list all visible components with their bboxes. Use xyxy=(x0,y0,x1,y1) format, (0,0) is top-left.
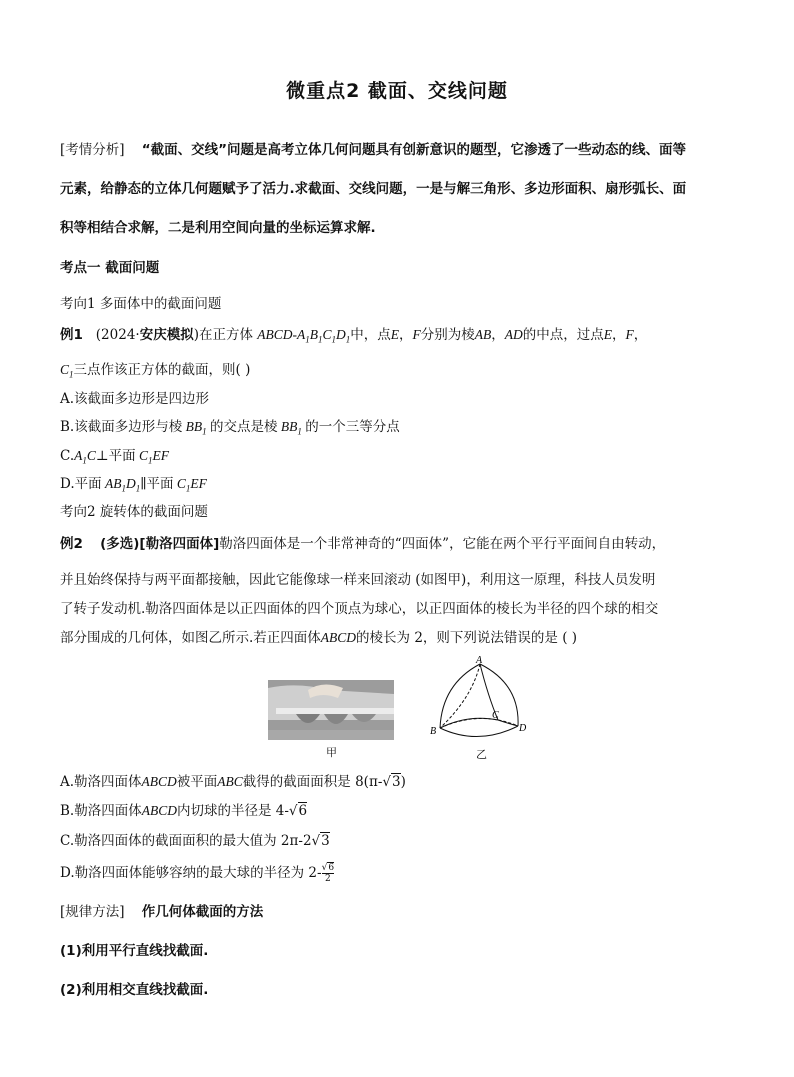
option-c-mid: ⊥平面 xyxy=(95,448,136,464)
opt-a-pre: A.勒洛四面体 xyxy=(60,774,142,790)
edge-bb1-2: $BB_1$ xyxy=(277,419,302,437)
method-tag: [规律方法] xyxy=(60,904,125,920)
opt-a-end: ) xyxy=(400,774,406,790)
opt-c-text: C.勒洛四面体的截面面积的最大值为 2π-2 xyxy=(60,833,312,849)
example1-source-post: )在正方体 xyxy=(193,327,253,343)
direction-heading-1: 考向1 多面体中的截面问题 xyxy=(60,296,222,312)
example1-text-c: 的中点，过点 xyxy=(522,327,604,343)
example1-source: (2024· xyxy=(95,327,140,343)
example1-line2-text: 三点作该正方体的截面，则( ) xyxy=(73,362,251,378)
vertex-c-label: C xyxy=(492,710,499,721)
figure-yi-caption: 乙 xyxy=(476,748,487,761)
example2-text-1: 勒洛四面体是一个非常神奇的“四面体”，它能在两个平行平面间自由转动， xyxy=(219,536,666,552)
opt-b-post: 内切球的半径是 4- xyxy=(176,803,289,819)
method-heading xyxy=(60,900,263,920)
example2-line4 xyxy=(60,626,577,646)
example2-option-d xyxy=(60,861,334,884)
option-d-pre: D.平面 xyxy=(60,476,102,492)
example1-line1: 例1 (2024·安庆模拟)在正方体 ABCD-$A_1B_1C_1D_1$中，点E，F分别为棱AB，AD的中点，过点E，F， xyxy=(60,327,648,345)
example2-line4-post: 的棱长为 2，则下列说法错误的是 ( ) xyxy=(356,630,578,646)
edge-bb1: $BB_1$ xyxy=(182,419,207,437)
tetra-abcd: ABCD xyxy=(320,630,357,645)
opt-a-post: 截得的截面面积是 8(π- xyxy=(242,774,383,790)
example2-line4-pre: 部分围成的几何体，如图乙所示.若正四面体 xyxy=(60,630,321,646)
opt-b-sqrt: 6 xyxy=(298,803,308,819)
section-heading-1: 考点一 截面问题 xyxy=(60,260,160,276)
method-item-1: (1)利用平行直线找截面. xyxy=(60,943,209,959)
intro-tag: [考情分析] xyxy=(60,142,125,158)
line-a1c: $A_1C$ xyxy=(74,448,96,466)
point-f: F xyxy=(412,327,421,342)
option-c-pre: C. xyxy=(60,448,75,464)
intro-line-1 xyxy=(60,138,686,158)
cube-name: ABCD-$A_1B_1C_1D_1$ xyxy=(257,327,351,345)
example2-option-c: C.勒洛四面体的截面面积的最大值为 2π-2√3 xyxy=(60,833,330,849)
opt-b-abcd: ABCD xyxy=(141,803,177,818)
example1-option-d xyxy=(60,472,207,494)
method-title: 作几何体截面的方法 xyxy=(141,904,264,920)
opt-a-abcd: ABCD xyxy=(141,774,177,789)
example2-line3: 了转子发动机.勒洛四面体是以正四面体的四个顶点为球心，以正四面体的棱长为半径的四个球的相交 xyxy=(60,601,659,617)
example1-option-c xyxy=(60,444,169,466)
figure-yi-diagram xyxy=(428,654,532,744)
plane-c1ef-2: $C_1EF$ xyxy=(173,476,207,494)
opt-d-text: D.勒洛四面体能够容纳的最大球的半径为 2- xyxy=(60,865,322,881)
example1-option-a: A.该截面多边形是四边形 xyxy=(60,391,210,407)
opt-d-denominator: 2 xyxy=(324,874,331,884)
edge-ab: AB xyxy=(474,327,492,342)
opt-d-fraction: $\frac{√6}{2}$ xyxy=(321,863,335,884)
plane-c1ef: $C_1EF$ xyxy=(135,448,169,466)
intro-line-2: 元素，给静态的立体几何题赋予了活力.求截面、交线问题，一是与解三角形、多边形面积、扇形弧长、面 xyxy=(60,181,687,197)
reuleaux-tetrahedron-svg xyxy=(428,654,532,744)
option-d-mid: ∥平面 xyxy=(140,476,174,492)
opt-a-sqrt: 3 xyxy=(392,774,401,790)
point-f-2: F xyxy=(625,327,634,342)
example1-label: 例1 xyxy=(60,327,83,343)
figure-jia-caption: 甲 xyxy=(326,746,337,759)
opt-d-sqrt: 6 xyxy=(328,863,335,873)
opt-a-abc: ABC xyxy=(217,774,243,789)
example2-tag-topic: [勒洛四面体] xyxy=(139,536,220,552)
example1-text-a: 中，点 xyxy=(350,327,391,343)
example1-source-bold: 安庆模拟 xyxy=(139,327,194,343)
example2-line1 xyxy=(60,532,665,552)
option-b-post: 的一个三等分点 xyxy=(305,419,400,435)
method-item-2: (2)利用相交直线找截面. xyxy=(60,982,209,998)
example1-option-b xyxy=(60,415,400,437)
vertex-a-label: A xyxy=(476,655,483,666)
plane-ab1d1: $AB_1D_1$ xyxy=(101,476,141,494)
example2-tag-multi: (多选) xyxy=(100,536,140,552)
vertex-d-label: D xyxy=(519,723,527,734)
example2-label: 例2 xyxy=(60,536,83,552)
opt-c-sqrt: 3 xyxy=(321,833,330,849)
point-e: E xyxy=(390,327,400,342)
intro-text-1: “截面、交线”问题是高考立体几何问题具有创新意识的题型，它渗透了一些动态的线、面等 xyxy=(141,142,686,158)
point-e-2: E xyxy=(603,327,613,342)
figure-jia-photo xyxy=(268,680,394,740)
point-c1: $C_1$ xyxy=(60,362,74,380)
opt-b-pre: B.勒洛四面体 xyxy=(60,803,142,819)
example2-option-b: B.勒洛四面体ABCD内切球的半径是 4-√6 xyxy=(60,803,308,819)
option-b-pre: B.该截面多边形与棱 xyxy=(60,419,183,435)
intro-line-3: 积等相结合求解，二是利用空间向量的坐标运算求解. xyxy=(60,220,376,236)
direction-heading-2: 考向2 旋转体的截面问题 xyxy=(60,504,208,520)
example2-line2: 并且始终保持与两平面都接触，因此它能像球一样来回滚动 (如图甲)，利用这一原理，科技人员发明 xyxy=(60,572,656,588)
example1-line2 xyxy=(60,358,250,380)
example1-text-b: 分别为棱 xyxy=(420,327,475,343)
page-title: 微重点2 截面、交线问题 xyxy=(286,80,508,102)
vertex-b-label: B xyxy=(430,726,437,737)
edge-ad: AD xyxy=(504,327,523,342)
option-b-mid: 的交点是棱 xyxy=(209,419,278,435)
photo-illustration xyxy=(268,680,394,740)
example2-option-a: A.勒洛四面体ABCD被平面ABC截得的截面面积是 8(π-√3) xyxy=(60,774,406,790)
opt-a-mid: 被平面 xyxy=(176,774,218,790)
